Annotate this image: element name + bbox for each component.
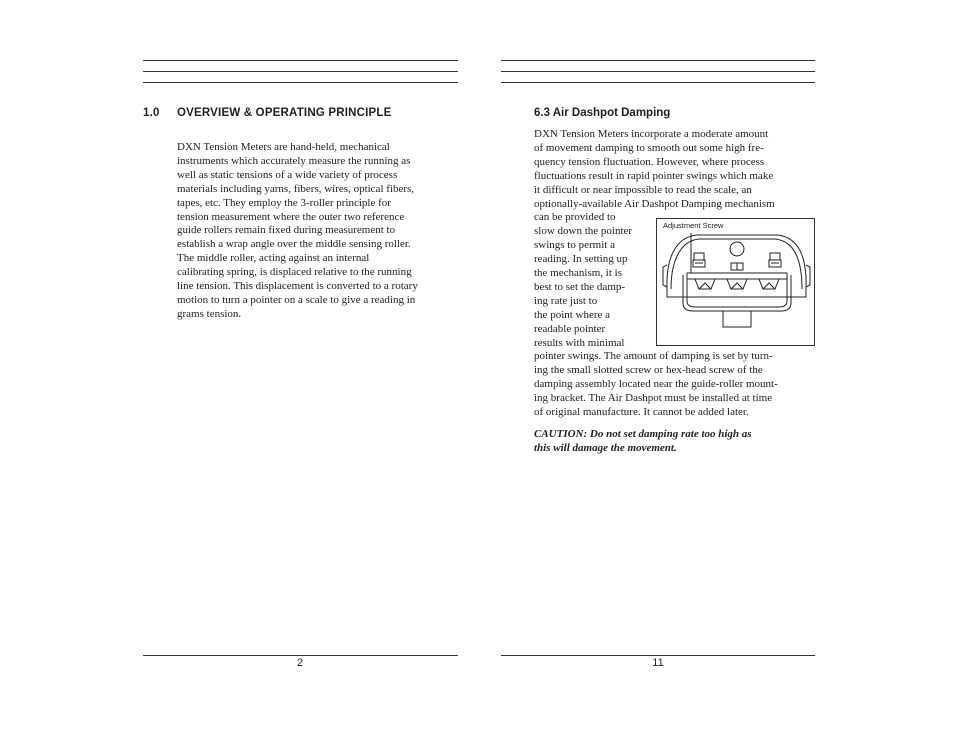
section-title: OVERVIEW & OPERATING PRINCIPLE bbox=[177, 107, 392, 119]
dashpot-intro-paragraph bbox=[534, 128, 775, 211]
paragraph-line: DXN Tension Meters are hand-held, mechanical bbox=[177, 141, 390, 153]
paragraph-line: The middle roller, acting against an internal bbox=[177, 252, 370, 265]
dashpot-illustration bbox=[657, 219, 816, 347]
paragraph-line: it difficult or near impossible to read the scale, an bbox=[534, 183, 752, 196]
right-header-rule-3 bbox=[501, 82, 815, 83]
paragraph-line: damping assembly located near the guide-roller mount- bbox=[534, 378, 778, 391]
paragraph-line: of original manufacture. It cannot be added later. bbox=[534, 406, 749, 419]
paragraph-line: fluctuations result in rapid pointer swings which make bbox=[534, 169, 774, 182]
paragraph-line: DXN Tension Meters incorporate a moderate amount bbox=[534, 128, 769, 140]
paragraph-line: of movement damping to smooth out some high fre- bbox=[534, 141, 764, 154]
paragraph-line: slow down the pointer bbox=[534, 225, 633, 238]
left-footer-rule bbox=[143, 655, 458, 656]
left-header-rule-2 bbox=[143, 71, 458, 72]
dashpot-tail-text bbox=[534, 350, 778, 420]
paragraph-line: grams tension. bbox=[177, 307, 242, 320]
dashpot-wrap-text bbox=[534, 211, 632, 350]
paragraph-line: reading. In setting up bbox=[534, 253, 628, 266]
paragraph-line: quency tension fluctuation. However, where process bbox=[534, 155, 765, 168]
paragraph-line: calibrating spring, is displaced relative to the running bbox=[177, 266, 412, 279]
paragraph-line: ing the small slotted screw or hex-head screw of the bbox=[534, 364, 763, 377]
paragraph-line: readable pointer bbox=[534, 322, 606, 335]
subsection-heading: 6.3 Air Dashpot Damping bbox=[534, 107, 671, 119]
overview-paragraph bbox=[177, 141, 418, 322]
paragraph-line: motion to turn a pointer on a scale to give a reading in bbox=[177, 293, 416, 306]
paragraph-line: materials including yarns, fibers, wires, optical fibers, bbox=[177, 182, 415, 195]
paragraph-line: optionally-available Air Dashpot Damping mechanism bbox=[534, 197, 775, 210]
paragraph-line: ing bracket. The Air Dashpot must be installed at time bbox=[534, 392, 773, 405]
right-header-rule-1 bbox=[501, 60, 815, 61]
paragraph-line: the mechanism, it is bbox=[534, 267, 622, 280]
page-number-left: 2 bbox=[296, 657, 304, 669]
caution-note bbox=[534, 428, 752, 456]
section-heading bbox=[143, 107, 392, 119]
paragraph-line: the point where a bbox=[534, 308, 611, 321]
paragraph-line: establish a wrap angle over the middle sensing roller. bbox=[177, 238, 411, 251]
dashpot-figure bbox=[656, 218, 815, 346]
paragraph-line: tapes, etc. They employ the 3-roller principle for bbox=[177, 196, 391, 209]
paragraph-line: results with minimal bbox=[534, 336, 625, 349]
right-header-rule-2 bbox=[501, 71, 815, 72]
right-footer-rule bbox=[501, 655, 815, 656]
caution-line: this will damage the movement. bbox=[534, 441, 677, 454]
caution-line: CAUTION: Do not set damping rate too high as bbox=[534, 428, 752, 440]
paragraph-line: tension measurement where the outer two reference bbox=[177, 210, 405, 223]
paragraph-line: well as static tensions of a wide variety of process bbox=[177, 168, 398, 181]
paragraph-line: swings to permit a bbox=[534, 239, 615, 252]
paragraph-line: instruments which accurately measure the running as bbox=[177, 154, 411, 167]
paragraph-line: guide rollers remain fixed during measurement to bbox=[177, 224, 396, 237]
page-number-right: 11 bbox=[652, 657, 664, 669]
paragraph-line: pointer swings. The amount of damping is set by turn- bbox=[534, 350, 773, 363]
paragraph-line: ing rate just to bbox=[534, 294, 598, 307]
paragraph-line: line tension. This displacement is converted to a rotary bbox=[177, 280, 418, 293]
paragraph-line: can be provided to bbox=[534, 211, 616, 224]
paragraph-line: best to set the damp- bbox=[534, 280, 626, 293]
section-number: 1.0 bbox=[143, 107, 160, 119]
left-header-rule-3 bbox=[143, 82, 458, 83]
left-header-rule-1 bbox=[143, 60, 458, 61]
adjustment-screw-label: Adjustment Screw bbox=[663, 221, 724, 230]
